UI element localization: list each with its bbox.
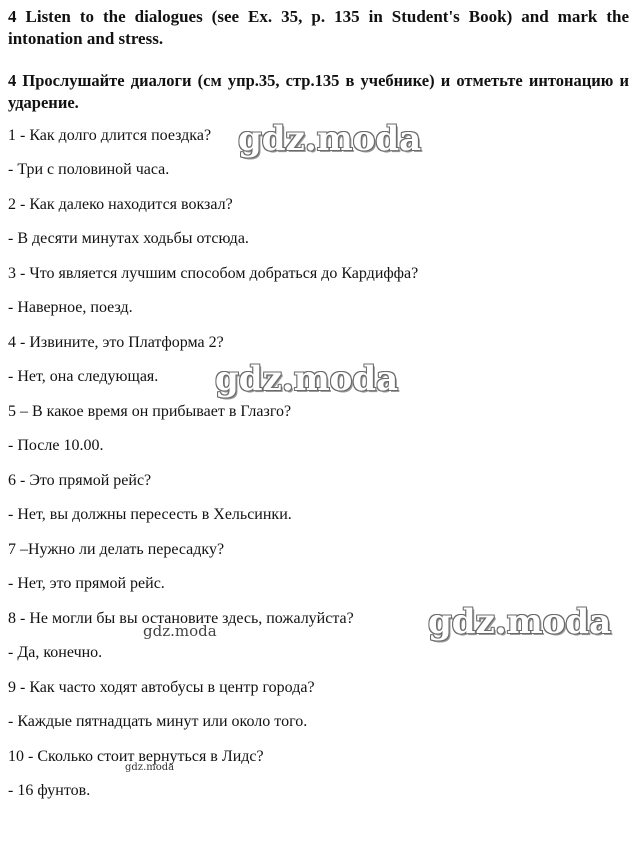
dialogue-line: 7 –Нужно ли делать пересадку? <box>8 541 225 558</box>
dialogue-line: 1 - Как долго длится поездка? <box>8 127 212 144</box>
dialogue-line: - Нет, вы должны пересесть в Хельсинки. <box>8 506 292 523</box>
dialogue-line: 4 - Извините, это Платформа 2? <box>8 334 224 351</box>
dialogue-line: - Нет, она следующая. <box>8 368 159 385</box>
dialogue-line: 6 - Это прямой рейс? <box>8 472 152 489</box>
dialogue-line: - Нет, это прямой рейс. <box>8 575 165 592</box>
watermark: gdz.moda <box>143 622 217 640</box>
exercise-heading-russian: 4 Прослушайте диалоги (см упр.35, стр.135 в учебнике) и отметьте интонацию и ударение. <box>8 71 629 112</box>
watermark: gdz.moda <box>125 762 175 773</box>
watermark: gdz.moda <box>215 359 399 399</box>
exercise-heading-english: 4 Listen to the dialogues (see Ex. 35, p. 135 in Student's Book) and mark the intonation and stress. <box>8 7 629 48</box>
dialogue-line: 9 - Как часто ходят автобусы в центр города? <box>8 679 315 696</box>
dialogue-line: 10 - Сколько стоит вернуться в Лидс? <box>8 748 264 765</box>
dialogue-line: - В десяти минутах ходьбы отсюда. <box>8 230 249 247</box>
watermark: gdz.moda <box>428 602 612 642</box>
dialogue-line: 3 - Что является лучшим способом добраться до Кардиффа? <box>8 265 419 282</box>
dialogue-line: - 16 фунтов. <box>8 782 91 799</box>
dialogue-line: 5 – В какое время он прибывает в Глазго? <box>8 403 292 420</box>
dialogue-line: 2 - Как далеко находится вокзал? <box>8 196 233 213</box>
dialogue-line: - Наверное, поезд. <box>8 299 133 316</box>
watermark: gdz.moda <box>238 119 422 159</box>
dialogue-line: - Да, конечно. <box>8 644 103 661</box>
dialogue-line: - Каждые пятнадцать минут или около того. <box>8 713 308 730</box>
dialogue-line: 8 - Не могли бы вы остановите здесь, пожалуйста? <box>8 610 354 627</box>
dialogue-line: - Три с половиной часа. <box>8 161 170 178</box>
dialogue-line: - После 10.00. <box>8 437 104 454</box>
